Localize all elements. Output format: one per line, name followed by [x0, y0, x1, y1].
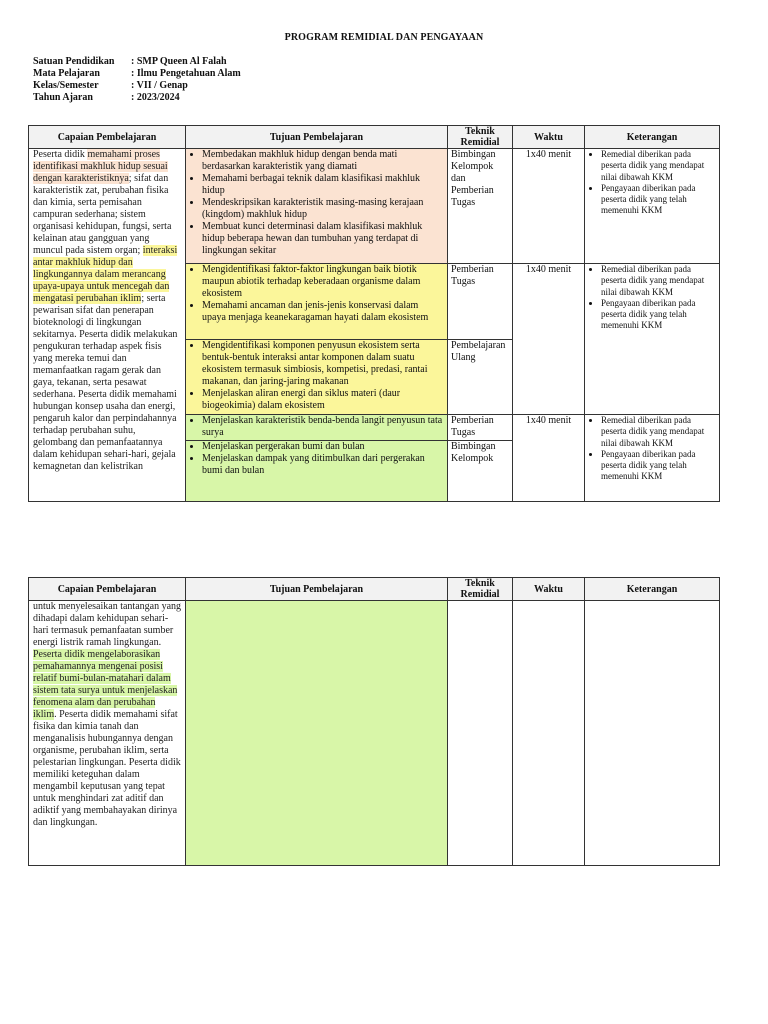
capaian-text: . Peserta didik memahami sifat fisika dan kimia tanah dan menganalisis hubungannya dengan organisme, perubahan iklim, serta pelestarian lingkungan. Peserta didik memiliki keteguhan dalam mengambil keputusan yang tepat untuk menghindari zat aditif dan adiktif yang membahayakan dirinya dan lingkungan.: [33, 709, 181, 828]
table-row: [29, 149, 720, 264]
capaian-text: Peserta didik: [33, 149, 88, 160]
list-item: • Membuat kunci determinasi dalam klasifikasi makhluk hidup beberapa hewan dan tumbuhan yang terdapat di lingkungan sekitar: [202, 221, 443, 257]
header-waktu: Waktu: [513, 126, 585, 149]
waktu-cell-1: 1x40 menit: [513, 149, 585, 264]
info-label: Tahun Ajaran: [33, 92, 93, 103]
tujuan-cell-2: [186, 264, 448, 415]
capaian-cell: [29, 601, 186, 866]
waktu-cell-empty: [513, 601, 585, 866]
info-label: Kelas/Semester: [33, 80, 99, 91]
header-keterangan: Keterangan: [585, 578, 720, 601]
info-value: : Ilmu Pengetahuan Alam: [131, 68, 241, 79]
list-item: • Pengayaan diberikan pada peserta didik yang telah memenuhi KKM: [601, 449, 715, 483]
teknik-cell-1: Bimbingan Kelompok dan Pemberian Tugas: [448, 149, 513, 264]
list-item: • Pengayaan diberikan pada peserta didik yang telah memenuhi KKM: [601, 183, 715, 217]
keterangan-cell-empty: [585, 601, 720, 866]
info-row: [33, 68, 241, 80]
header-capaian: Capaian Pembelajaran: [29, 126, 186, 149]
header-teknik: Teknik Remidial: [448, 578, 513, 601]
header-teknik: Teknik Remidial: [448, 126, 513, 149]
tujuan-cell-1: [186, 149, 448, 264]
capaian-text: ; serta pewarisan sifat dan penerapan bioteknologi di lingkungan sekitarnya. Peserta didik melakukan pengukuran terhadap aspek fisis yang mereka temui dan memanfaatkan ragam gerak dan gaya, tekanan, serta pesawat sederhana. Peserta didik memahami hubungan konsep usaha dan energi, pengaruh kalor dan perpindahannya terhadap perubahan suhu, gelombang dan pemanfaatannya dalam kehidupan sehari-hari, gejala kemagnetan dan kelistrikan: [33, 293, 178, 472]
capaian-highlight-yellow: interaksi antar makhluk hidup dan lingkungannya dalam merancang upaya-upaya untuk mencegah dan mengatasi perubahan iklim: [33, 245, 178, 304]
waktu-cell-3: 1x40 menit: [513, 415, 585, 502]
remedial-table-2: [28, 577, 720, 866]
list-item: • Remedial diberikan pada peserta didik yang mendapat nilai dibawah KKM: [601, 415, 715, 449]
list-item: • Mengidentifikasi faktor-faktor lingkungan baik biotik maupun abiotik terhadap keberadaan organisme dalam ekosistem: [202, 264, 443, 300]
capaian-highlight-orange: memahami proses identifikasi makhluk hidup sesuai dengan karakteristiknya: [33, 149, 168, 184]
list-item: • Memahami berbagai teknik dalam klasifikasi makhluk hidup: [202, 173, 443, 197]
capaian-highlight-green: Peserta didik mengelaborasikan pemahamannya mengenai posisi relatif bumi-bulan-matahari dalam sistem tata surya untuk menjelaskan fenomena alam dan perubahan iklim: [33, 649, 178, 720]
teknik-cell-3: [448, 415, 513, 502]
info-row: [33, 80, 241, 92]
info-label: Mata Pelajaran: [33, 68, 100, 79]
list-item: • Menjelaskan aliran energi dan siklus materi (daur biogeokimia) dalam ekosistem: [202, 388, 443, 412]
list-item: • Mengidentifikasi komponen penyusun ekosistem serta bentuk-bentuk interaksi antar komponen dalam suatu ekosistem termasuk simbiosis, kompetisi, predasi, rantai makanan, dan jaring-jaring makanan: [202, 340, 443, 388]
capaian-text: untuk menyelesaikan tantangan yang dihadapi dalam kehidupan sehari-hari termasuk pemanfaatan sumber energi listrik ramah lingkungan.: [33, 601, 182, 648]
list-item: • Remedial diberikan pada peserta didik yang mendapat nilai dibawah KKM: [601, 149, 715, 183]
header-tujuan: Tujuan Pembelajaran: [186, 578, 448, 601]
tujuan-cell-empty: [186, 601, 448, 866]
teknik-2a: Pemberian Tugas: [451, 264, 494, 287]
header-waktu: Waktu: [513, 578, 585, 601]
info-label: Satuan Pendidikan: [33, 56, 115, 67]
table-header-row: [29, 126, 720, 149]
info-value: : VII / Genap: [131, 80, 188, 91]
capaian-text: ; sifat dan karakteristik zat, perubahan fisika dan kimia, serta pemisahan campuran sederhana; sistem organisasi kehidupan, fungsi, serta kelainan atau gangguan yang muncul pada sistem organ;: [33, 173, 172, 256]
list-item: • Memahami ancaman dan jenis-jenis konservasi dalam upaya menjaga keanekaragaman hayati dalam ekosistem: [202, 300, 443, 324]
list-item: • Pengayaan diberikan pada peserta didik yang telah memenuhi KKM: [601, 298, 715, 332]
teknik-2b: Pembelajaran Ulang: [448, 339, 512, 364]
keterangan-cell-1: [585, 149, 720, 264]
header-tujuan: Tujuan Pembelajaran: [186, 126, 448, 149]
list-item: • Membedakan makhluk hidup dengan benda mati berdasarkan karakteristik yang diamati: [202, 149, 443, 173]
info-row: [33, 56, 241, 68]
list-item: • Menjelaskan pergerakan bumi dan bulan: [202, 441, 443, 453]
teknik-cell-2: [448, 264, 513, 415]
keterangan-cell-3: [585, 415, 720, 502]
table-header-row: [29, 578, 720, 601]
waktu-cell-2: 1x40 menit: [513, 264, 585, 415]
list-item: • Remedial diberikan pada peserta didik yang mendapat nilai dibawah KKM: [601, 264, 715, 298]
header-keterangan: Keterangan: [585, 126, 720, 149]
header-capaian: Capaian Pembelajaran: [29, 578, 186, 601]
table-row: [29, 601, 720, 866]
list-item: • Menjelaskan karakteristik benda-benda langit penyusun tata surya: [202, 415, 443, 439]
info-value: : 2023/2024: [131, 92, 180, 103]
teknik-3b: Bimbingan Kelompok: [448, 440, 512, 465]
capaian-cell: [29, 149, 186, 502]
tujuan-cell-3: [186, 415, 448, 502]
info-value: : SMP Queen Al Falah: [131, 56, 227, 67]
keterangan-cell-2: [585, 264, 720, 415]
list-item: • Mendeskripsikan karakteristik masing-masing kerajaan (kingdom) makhluk hidup: [202, 197, 443, 221]
teknik-cell-empty: [448, 601, 513, 866]
remedial-table-1: [28, 125, 720, 502]
info-block: [33, 56, 241, 104]
document-title: PROGRAM REMIDIAL DAN PENGAYAAN: [284, 32, 484, 43]
list-item: • Menjelaskan dampak yang ditimbulkan dari pergerakan bumi dan bulan: [202, 453, 443, 477]
teknik-3a: Pemberian Tugas: [451, 415, 494, 438]
info-row: [33, 92, 241, 104]
